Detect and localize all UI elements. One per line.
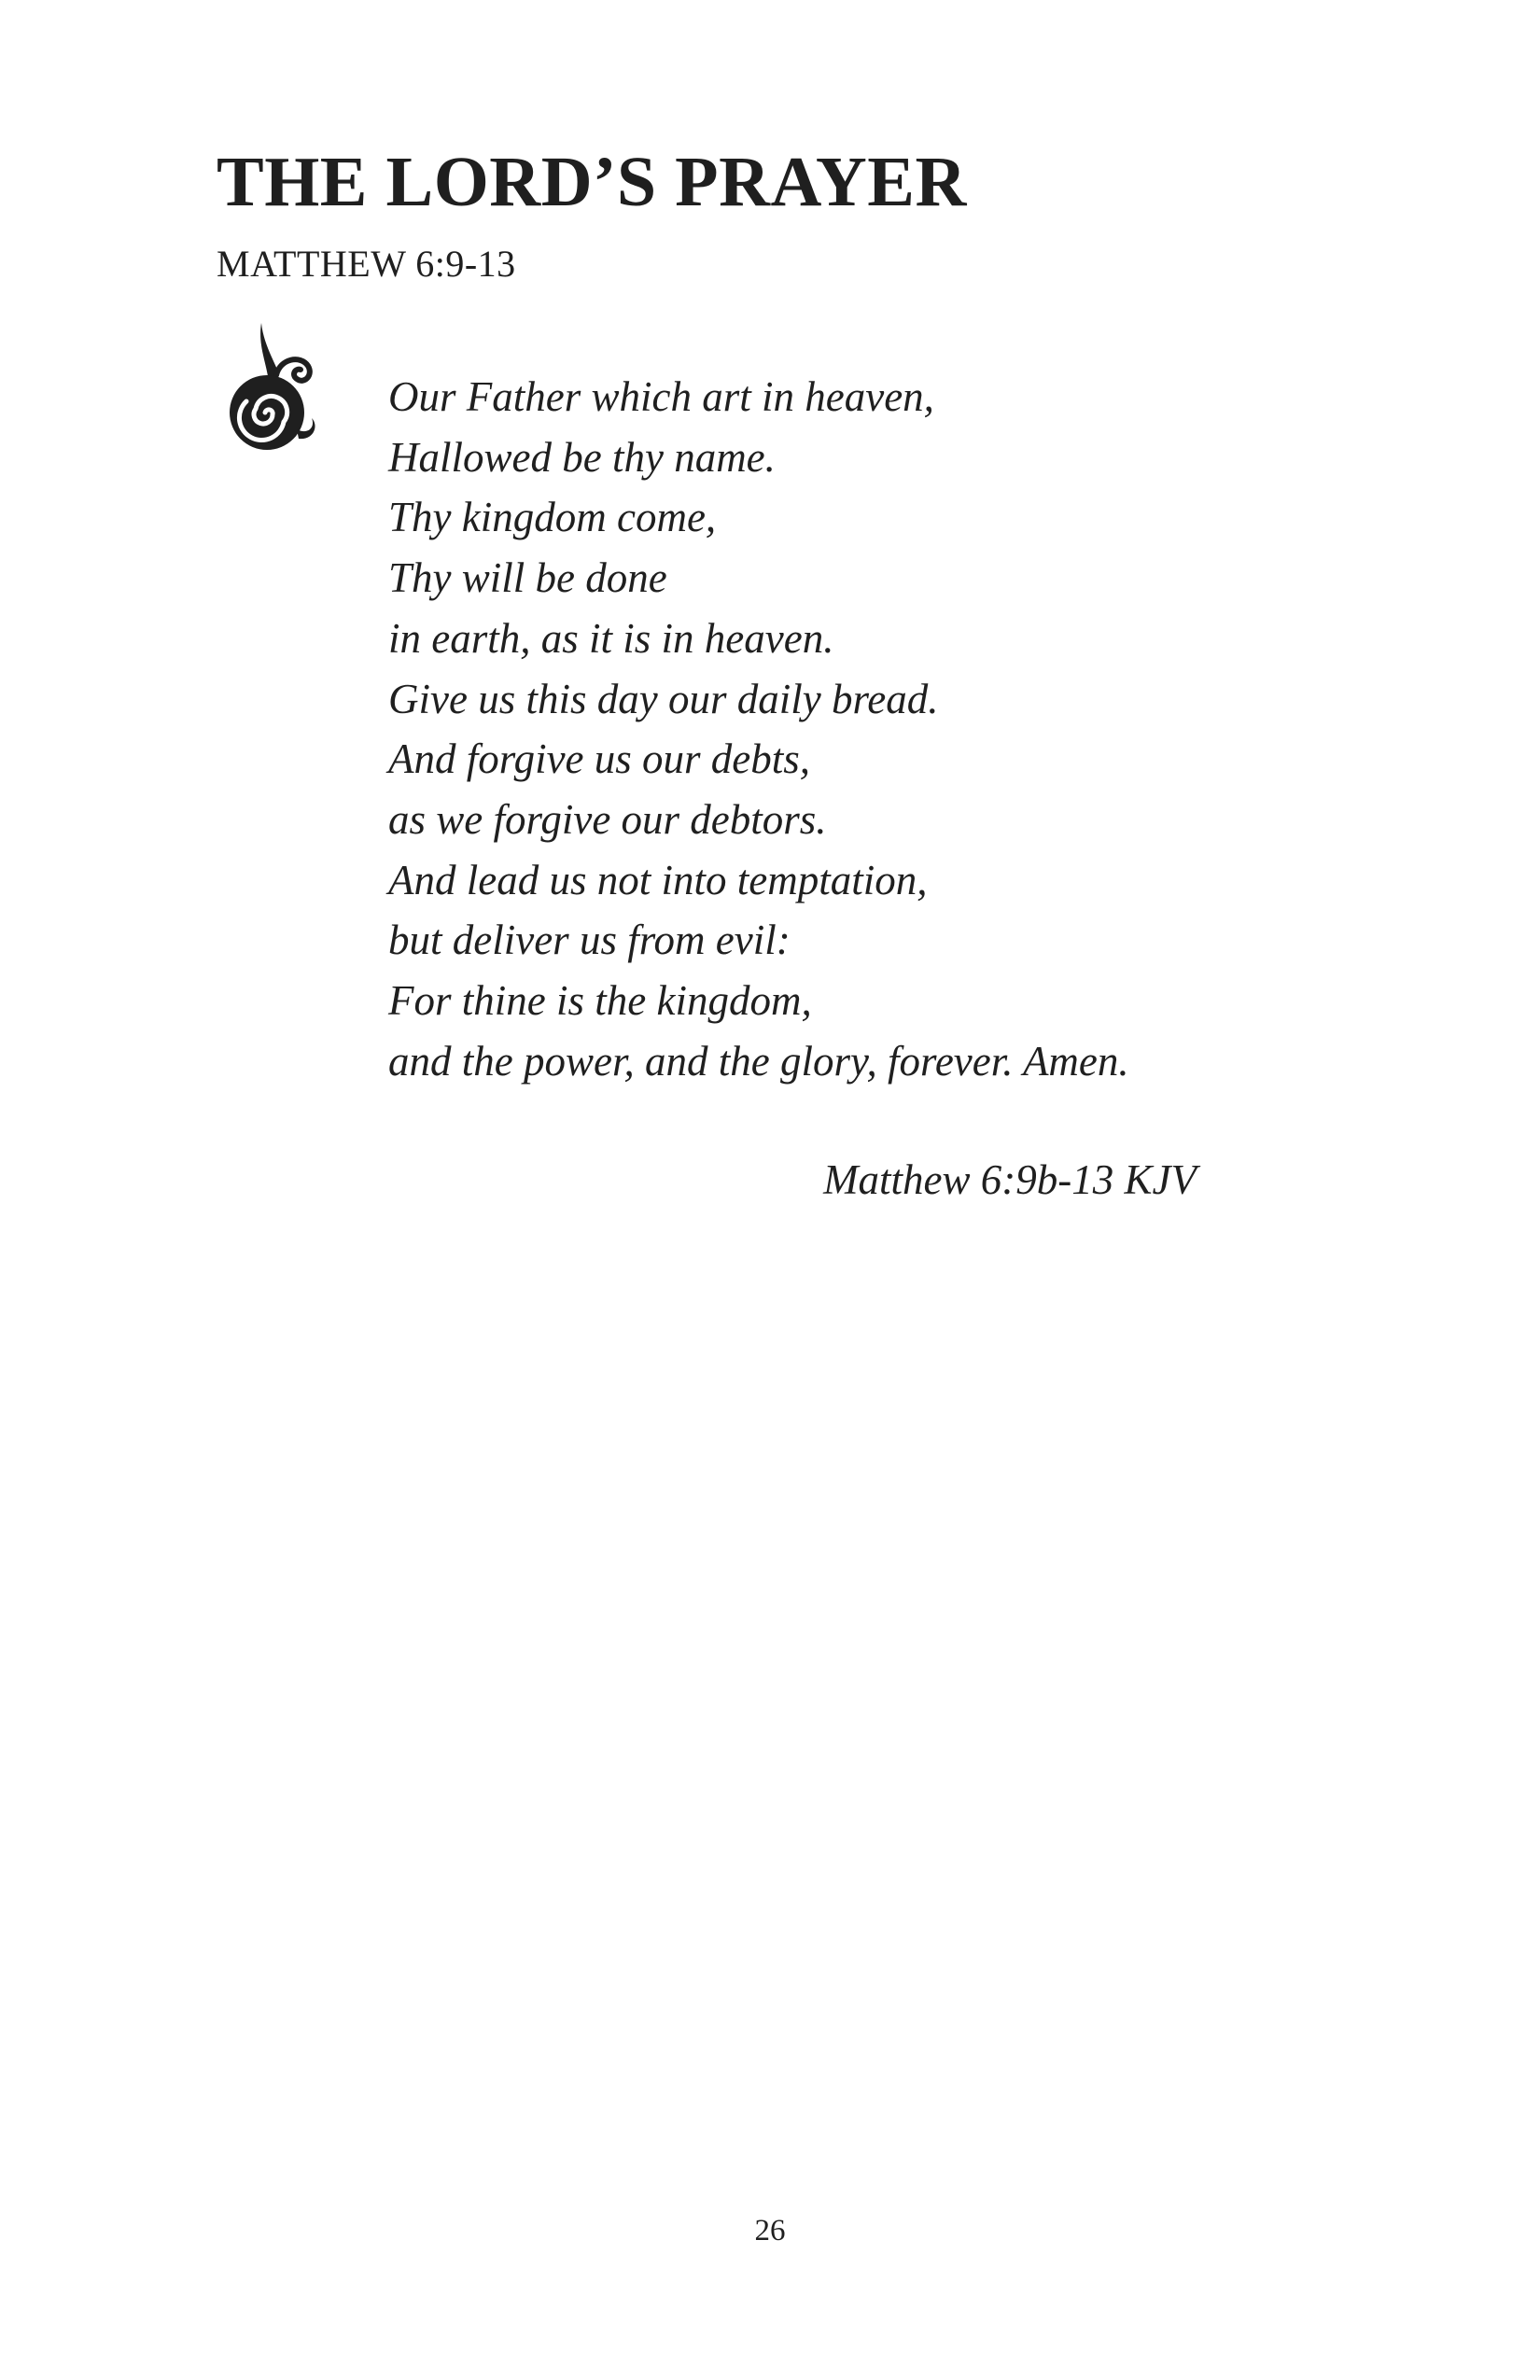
verse-line: For thine is the kingdom,: [388, 977, 812, 1025]
verse-line: Hallowed be thy name.: [388, 433, 776, 481]
verse-line: but deliver us from evil:: [388, 917, 791, 964]
verse-line: Thy will be done: [388, 554, 667, 602]
verse-line: Thy kingdom come,: [388, 494, 717, 541]
verse-line: Our Father which art in heaven,: [388, 373, 934, 420]
prayer-verse: [388, 367, 1129, 1091]
page-number: 26: [754, 2214, 786, 2247]
scripture-citation: Matthew 6:9b-13 KJV: [823, 1156, 1197, 1203]
verse-line: as we forgive our debtors.: [388, 795, 827, 843]
verse-line: Give us this day our daily bread.: [388, 675, 939, 722]
page-subtitle: MATTHEW 6:9-13: [217, 243, 516, 285]
verse-line: And forgive us our debts,: [388, 735, 811, 783]
page-title: THE LORD’S PRAYER: [217, 143, 967, 221]
verse-line: And lead us not into temptation,: [388, 856, 928, 903]
verse-line: in earth, as it is in heaven.: [388, 614, 834, 662]
verse-line: and the power, and the glory, forever. Amen.: [388, 1037, 1129, 1085]
spiral-swirl-icon: [211, 317, 330, 453]
